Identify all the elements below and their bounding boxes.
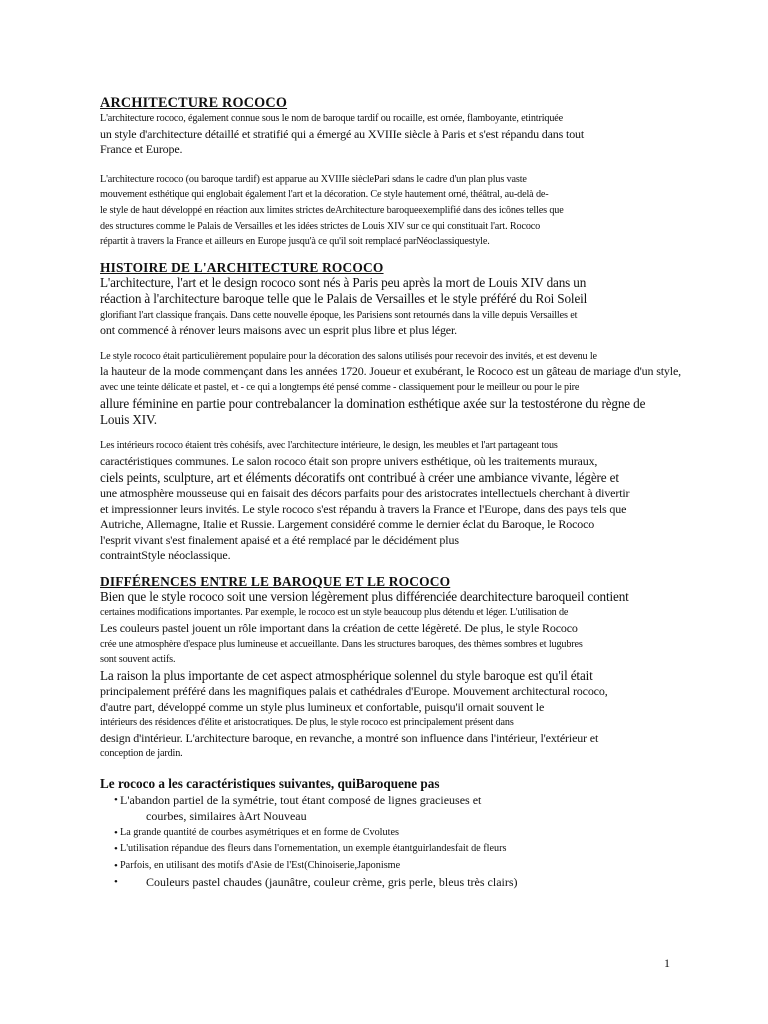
paragraph-line: sont souvent actifs. <box>100 654 176 666</box>
paragraph-line: et impressionner leurs invités. Le style rococo s'est répandu à travers la France et l'Europe, dans des pays tels que <box>100 501 627 516</box>
paragraph-line: Bien que le style rococo soit une version légèrement plus différenciée dearchitecture baroqueil contient <box>100 588 629 604</box>
paragraph-line: crée une atmosphère d'espace plus lumineuse et accueillante. Dans les structures baroques, des thèmes sombres et lugubres <box>100 638 583 650</box>
paragraph-line: le style de haut développé en réaction aux limites strictes deArchitecture baroqueexemplifié dans des icônes telles que <box>100 204 564 216</box>
paragraph-line: mouvement esthétique qui englobait également l'art et la décoration. Ce style hautement orné, théâtral, au-delà de- <box>100 189 549 201</box>
paragraph-line: L'architecture, l'art et le design rococo sont nés à Paris peu après la mort de Louis XIV dans un <box>100 274 587 290</box>
section-title: ARCHITECTURE ROCOCO <box>100 95 288 111</box>
list-item-text: La grande quantité de courbes asymétriques et en forme de Cvolutes <box>120 826 399 838</box>
paragraph-line: réaction à l'architecture baroque telle que le Palais de Versailles et le style préféré du Roi Soleil <box>100 291 588 307</box>
list-item <box>114 874 680 890</box>
paragraph-line: l'esprit vivant s'est finalement apaisé et a été remplacé par le décidément plus <box>100 532 459 547</box>
paragraph-line: Louis XIV. <box>100 411 157 427</box>
paragraph-line: des structures comme le Palais de Versailles et les idées strictes de Louis XIV sur ce qui constituait l'art. Rococo <box>100 220 541 232</box>
bullet-icon: • <box>114 876 118 889</box>
paragraph-line: un style d'architecture détaillé et stratifié qui a émergé au XVIIIe siècle à Paris et s'est répandu dans tout <box>100 126 585 141</box>
paragraph-line: conception de jardin. <box>100 748 183 760</box>
list-item <box>114 841 680 857</box>
list-item-text: L'utilisation répandue des fleurs dans l'ornementation, un exemple étantguirlandesfait de fleurs <box>120 843 507 855</box>
bullet-icon: • <box>114 794 118 807</box>
bullet-icon: • <box>114 826 118 839</box>
paragraph-line: caractéristiques communes. Le salon rococo était son propre univers esthétique, où les traitements muraux, <box>100 453 598 468</box>
paragraph-line: contraintStyle néoclassique. <box>100 548 231 563</box>
paragraph-line: glorifiant l'art classique français. Dans cette nouvelle époque, les Parisiens sont retournés dans la ville depuis Versailles et <box>100 309 578 321</box>
paragraph-line: France et Europe. <box>100 142 183 157</box>
paragraph-line: intérieurs des résidences d'élite et aristocratiques. De plus, le style rococo est principalement présent dans <box>100 717 514 729</box>
bullet-icon: • <box>114 843 118 856</box>
paragraph-line: Autriche, Allemagne, Italie et Russie. Largement considéré comme le dernier éclat du Baroque, le Rococo <box>100 517 595 532</box>
paragraph-line: certaines modifications importantes. Par exemple, le rococo est un style beaucoup plus détendu et léger. L'utilisation de <box>100 607 569 619</box>
section-title: HISTOIRE DE L'ARCHITECTURE ROCOCO <box>100 259 384 275</box>
paragraph-line: Le style rococo était particulièrement populaire pour la décoration des salons utilisés pour recevoir des invités, et est devenu le <box>100 350 597 362</box>
list-item <box>114 792 680 808</box>
characteristics-list <box>100 792 680 890</box>
page-number: 1 <box>664 956 670 970</box>
paragraph-line: design d'intérieur. L'architecture baroque, en revanche, a montré son influence dans l'intérieur, l'extérieur et <box>100 730 599 745</box>
paragraph-line: L'architecture rococo, également connue sous le nom de baroque tardif ou rocaille, est ornée, flamboyante, etintriquée <box>100 113 564 124</box>
paragraph-line: Les couleurs pastel jouent un rôle important dans la création de cette légèreté. De plus, le style Rococo <box>100 620 578 635</box>
paragraph-line: principalement préféré dans les magnifiques palais et cathédrales d'Europe. Mouvement architectural rococo, <box>100 684 608 699</box>
list-heading: Le rococo a les caractéristiques suivantes, quiBaroquene pas <box>100 776 440 792</box>
list-item-text: Couleurs pastel chaudes (jaunâtre, couleur crème, gris perle, bleus très clairs) <box>146 875 518 890</box>
list-item-continuation <box>120 808 680 824</box>
list-item-text: courbes, similaires àArt Nouveau <box>146 809 307 824</box>
paragraph-line: allure féminine en partie pour contrebalancer la domination esthétique axée sur la testostérone du règne de <box>100 395 646 411</box>
paragraph-line: L'architecture rococo (ou baroque tardif) est apparue au XVIIIe sièclePari sdans le cadre d'un plan plus vaste <box>100 173 527 185</box>
paragraph-line: une atmosphère mousseuse qui en faisait des décors parfaits pour des aristocrates intellectuels cherchant à divertir <box>100 485 630 500</box>
paragraph-line: d'autre part, développé comme un style plus lumineux et confortable, puisqu'il ornait souvent le <box>100 699 545 714</box>
paragraph-line: répartit à travers la France et ailleurs en Europe jusqu'à ce qu'il soit remplacé parNéoclassiquestyle. <box>100 236 490 248</box>
document-body <box>100 96 680 891</box>
paragraph-line: La raison la plus importante de cet aspect atmosphérique solennel du style baroque est qu'il était <box>100 667 593 683</box>
paragraph-line: la hauteur de la mode commençant dans les années 1720. Joueur et exubérant, le Rococo est un gâteau de mariage d'un style, <box>100 364 681 379</box>
paragraph-line: ciels peints, sculpture, art et éléments décoratifs ont contribué à créer une ambiance vivante, légère et <box>100 469 619 485</box>
paragraph-line: avec une teinte délicate et pastel, et - ce qui a longtemps été pensé comme - classiquement pour le meilleur ou pour le pire <box>100 381 580 393</box>
paragraph-line: Les intérieurs rococo étaient très cohésifs, avec l'architecture intérieure, le design, les meubles et l'art partageant tous <box>100 440 558 452</box>
paragraph-line: ont commencé à rénover leurs maisons avec un esprit plus libre et plus léger. <box>100 323 458 338</box>
list-item-text: Parfois, en utilisant des motifs d'Asie de l'Est(Chinoiserie,Japonisme <box>120 859 401 871</box>
bullet-icon: • <box>114 859 118 872</box>
list-item-text: L'abandon partiel de la symétrie, tout étant composé de lignes gracieuses et <box>120 793 482 808</box>
section-title: DIFFÉRENCES ENTRE LE BAROQUE ET LE ROCOCO <box>100 573 451 589</box>
list-item <box>114 858 680 874</box>
list-item <box>114 825 680 841</box>
